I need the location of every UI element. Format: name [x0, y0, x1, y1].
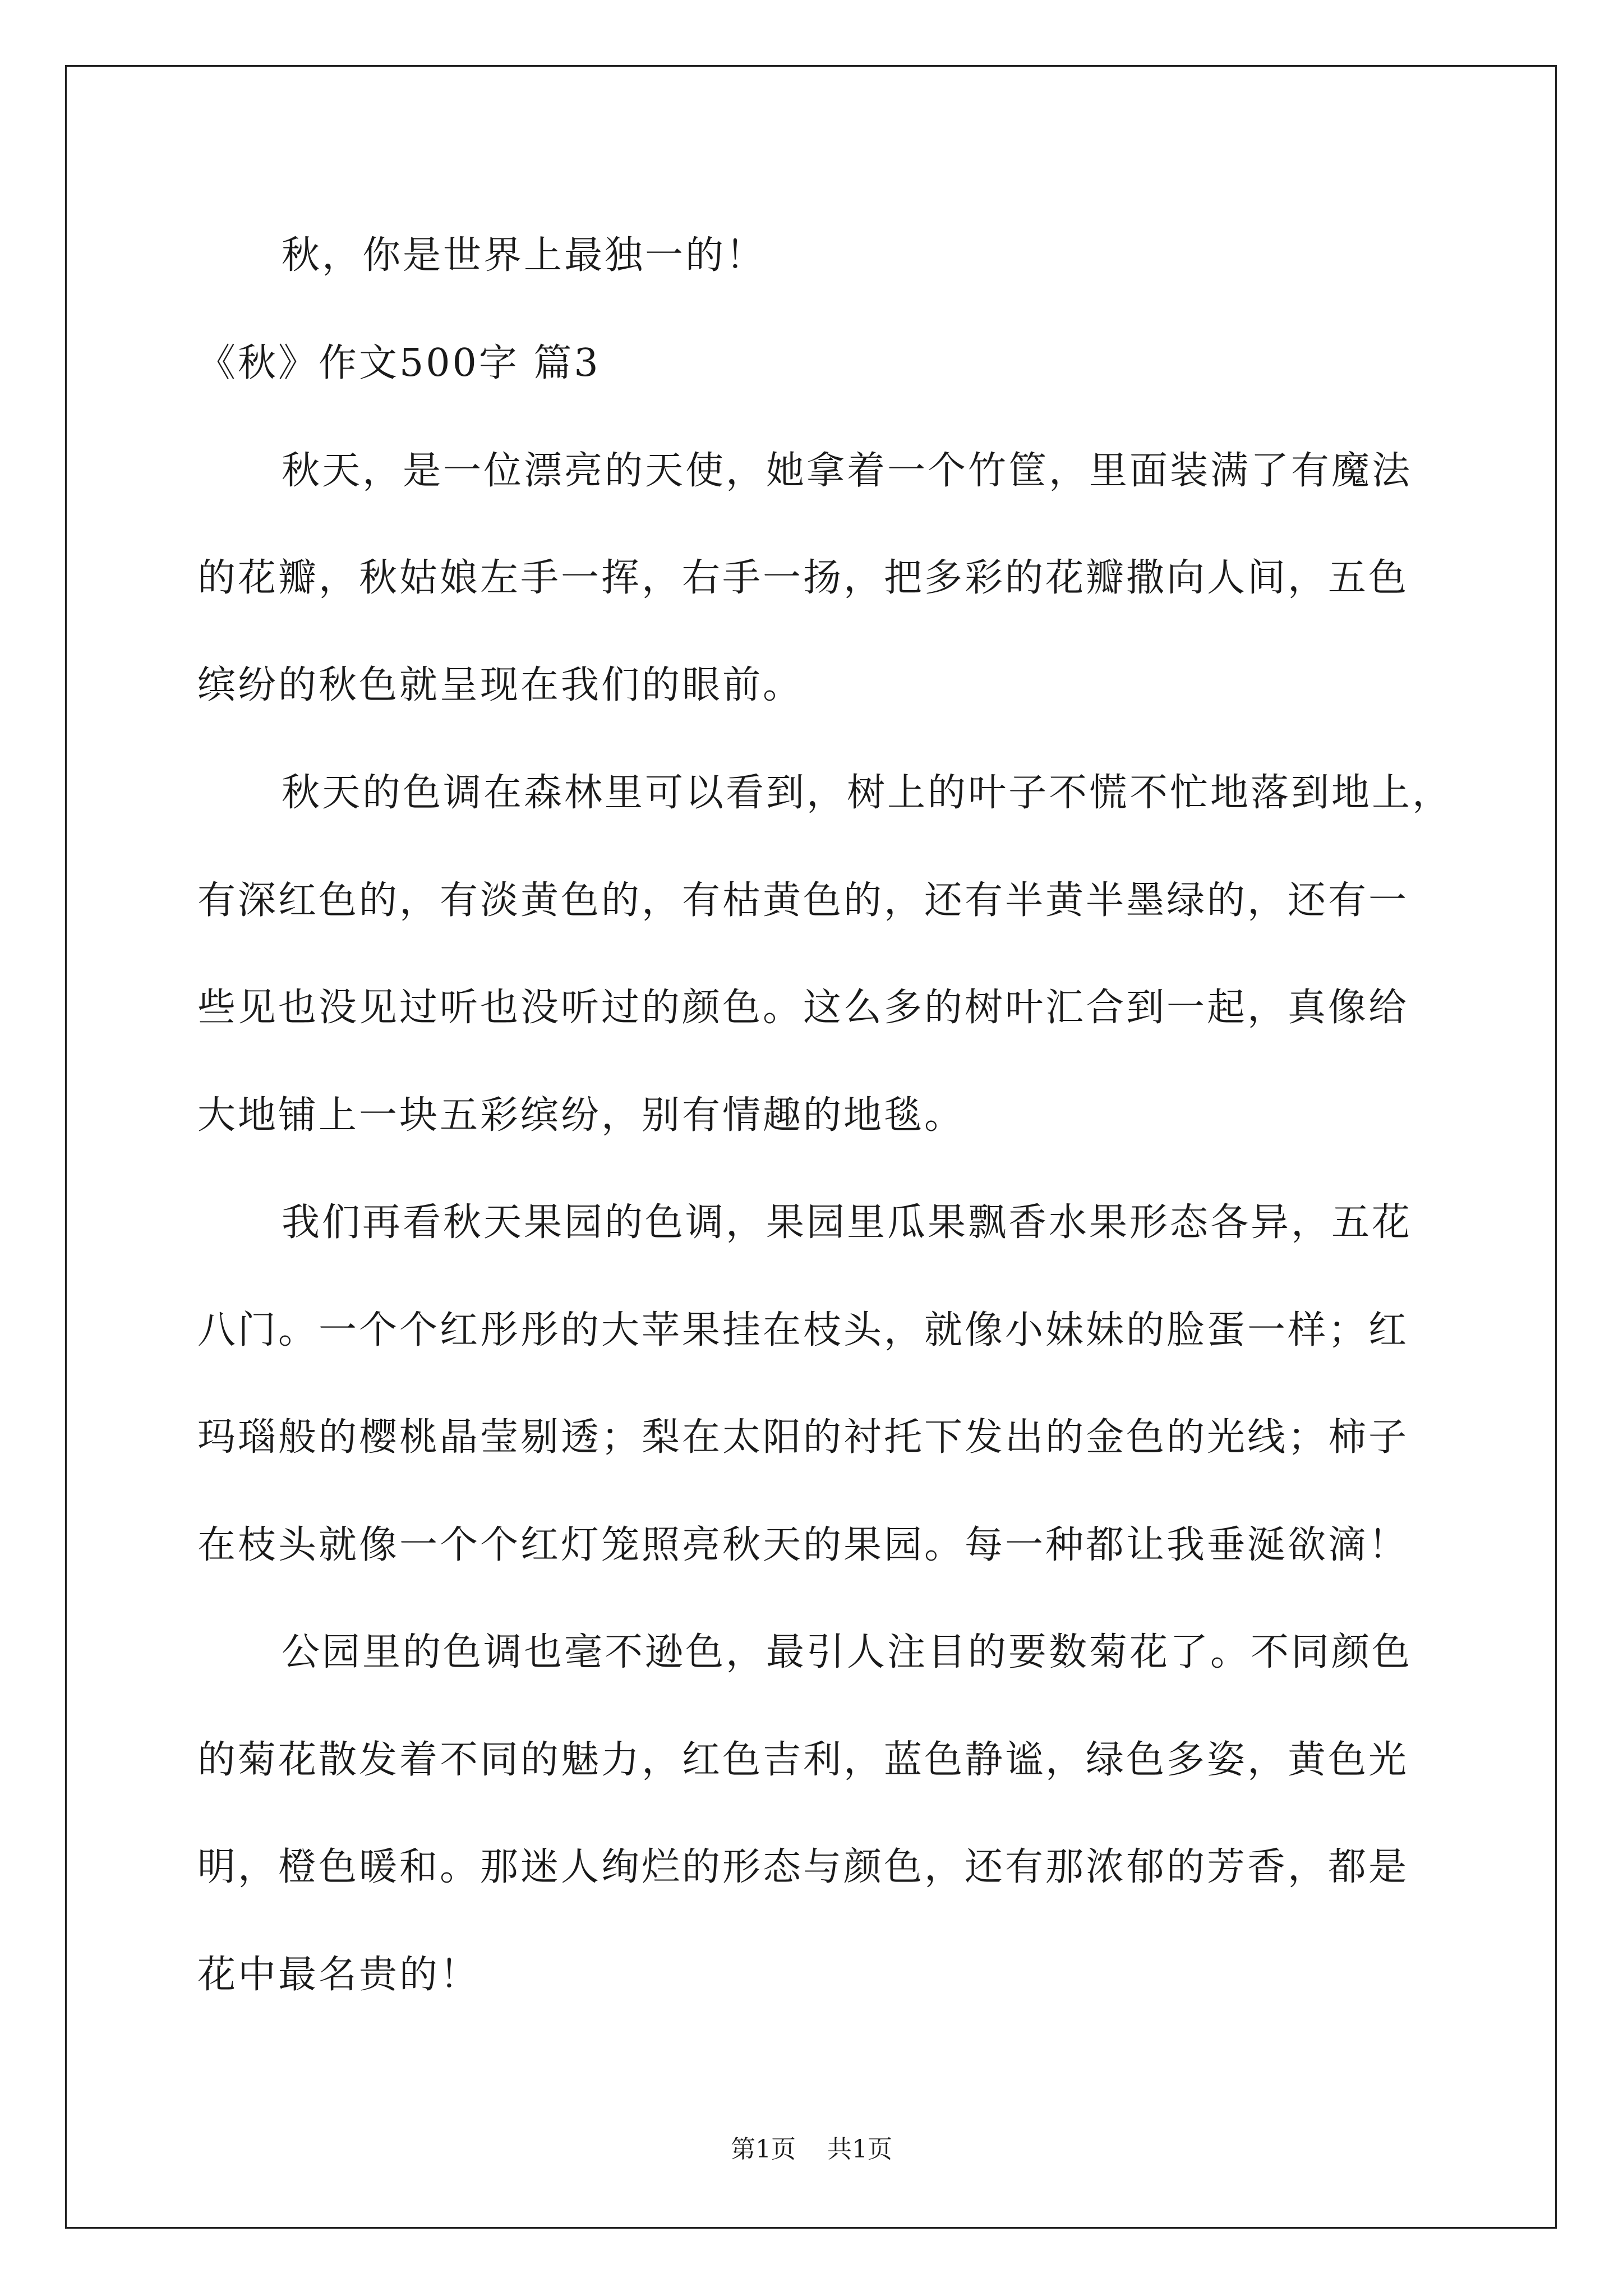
page-border — [65, 65, 1557, 2229]
text-line: 的花瓣，秋姑娘左手一挥，右手一扬，把多彩的花瓣撒向人间，五色 — [197, 556, 1409, 600]
text-line: 我们再看秋天果园的色调，果园里瓜果飘香水果形态各异，五花 — [282, 1200, 1413, 1245]
text-line: 的菊花散发着不同的魅力，红色吉利，蓝色静谧，绿色多姿，黄色光 — [197, 1738, 1409, 1782]
text-line: 缤纷的秋色就呈现在我们的眼前。 — [197, 663, 804, 707]
page-footer — [0, 2137, 1623, 2162]
text-line: 有深红色的，有淡黄色的，有枯黄色的，还有半黄半墨绿的，还有一 — [197, 878, 1409, 923]
text-line: 秋天，是一位漂亮的天使，她拿着一个竹筐，里面装满了有魔法 — [282, 449, 1413, 493]
text-line: 公园里的色调也毫不逊色，最引人注目的要数菊花了。不同颜色 — [282, 1630, 1413, 1674]
page-total: 共1页 — [827, 2135, 892, 2164]
text-line: 花中最名贵的！ — [197, 1953, 481, 1997]
section-heading: 《秋》作文500字 篇3 — [197, 341, 601, 385]
text-line: 明，橙色暖和。那迷人绚烂的形态与颜色，还有那浓郁的芳香，都是 — [197, 1845, 1409, 1889]
text-line: 秋天的色调在森林里可以看到，树上的叶子不慌不忙地落到地上， — [282, 771, 1453, 815]
text-line: 在枝头就像一个个红灯笼照亮秋天的果园。每一种都让我垂涎欲滴！ — [197, 1523, 1409, 1567]
text-line: 些见也没见过听也没听过的颜色。这么多的树叶汇合到一起，真像给 — [197, 986, 1409, 1030]
text-line: 秋，你是世界上最独一的！ — [282, 233, 767, 278]
text-line: 玛瑙般的樱桃晶莹剔透；梨在太阳的衬托下发出的金色的光线；柿子 — [197, 1415, 1409, 1460]
text-line: 八门。一个个红彤彤的大苹果挂在枝头，就像小妹妹的脸蛋一样；红 — [197, 1308, 1409, 1352]
text-line: 大地铺上一块五彩缤纷，别有情趣的地毯。 — [197, 1093, 965, 1138]
page-number: 第1页 — [731, 2135, 796, 2164]
